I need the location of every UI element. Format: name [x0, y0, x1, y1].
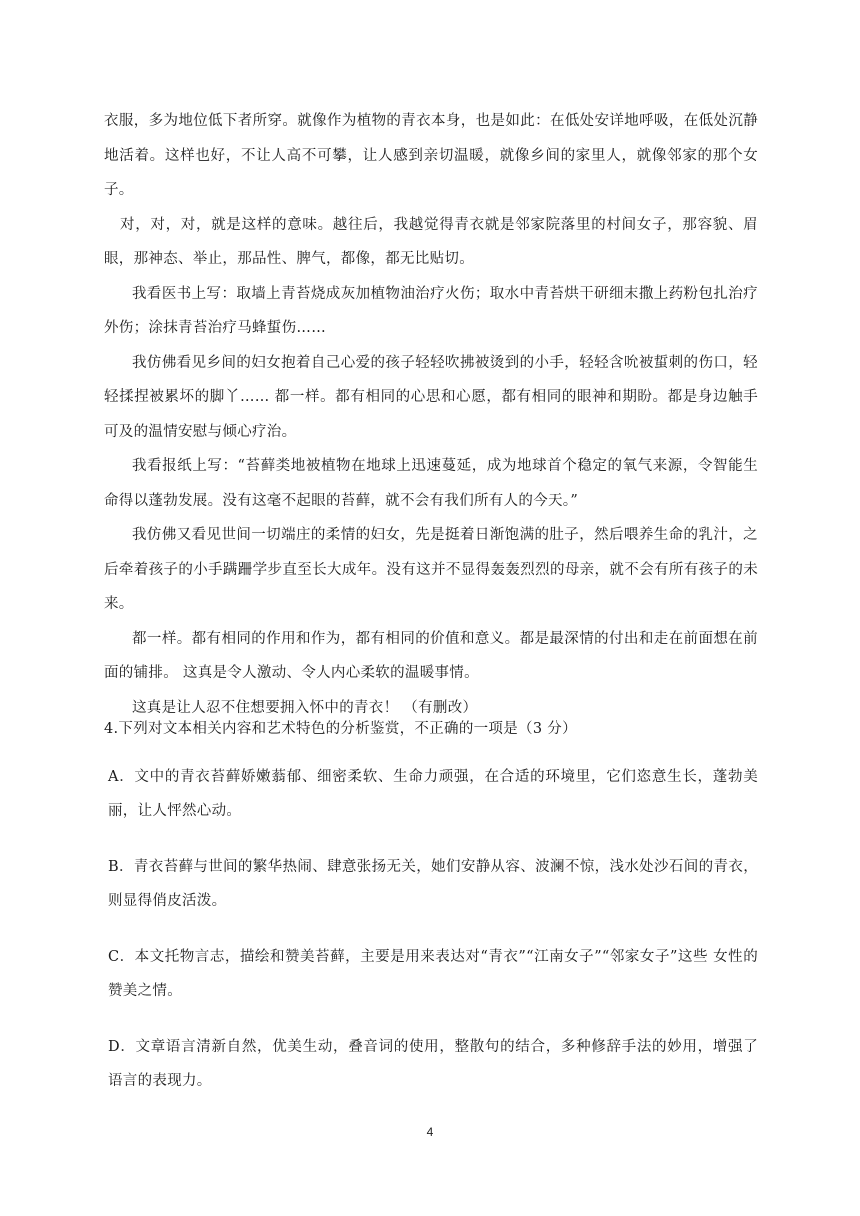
passage-paragraph: 我仿佛又看见世间一切端庄的柔情的妇女，先是挺着日渐饱满的肚子，然后喂养生命的乳汁，之后牵着孩子的小手蹒跚学步直至长大成年。没有这并不显得轰轰烈烈的母亲，就不会有所有孩子的未来。: [104, 527, 758, 612]
passage-paragraph: 对，对，对，就是这样的意味。越往后，我越觉得青衣就是邻家院落里的村间女子，那容貌、眉眼，那神态、举止，那品性、脾气，都像，都无比贴切。: [104, 216, 758, 267]
passage-paragraph: 我看医书上写：取墙上青苔烧成灰加植物油治疗火伤；取水中青苔烘干研细末撒上药粉包扎治疗外伤；涂抹青苔治疗马蜂蜇伤……: [104, 285, 758, 336]
option-d: D．文章语言清新自然，优美生动，叠音词的使用，整散句的结合，多种修辞手法的妙用，增强了 语言的表现力。: [108, 1039, 758, 1089]
option-c: C．本文托物言志，描绘和赞美苔藓，主要是用来表达对“青衣”“江南女子”“邻家女子”这些 女性的赞美之情。: [108, 949, 758, 999]
passage-paragraph: 我仿佛看见乡间的妇女抱着自己心爱的孩子轻轻吹拂被烫到的小手，轻轻含吮被蜇刺的伤口，轻轻揉捏被累坏的脚丫…… 都一样。都有相同的心思和心愿，都有相同的眼神和期盼。都是身边触手可及的温情安慰与倾心疗治。: [104, 354, 758, 440]
passage-paragraph: 衣服，多为地位低下者所穿。就像作为植物的青衣本身，也是如此：在低处安详地呼吸，在低处沉静地活着。这样也好，不让人高不可攀，让人感到亲切温暖，就像乡间的家里人，就像邻家的那个女子。: [104, 113, 758, 198]
passage-paragraph: 这真是让人忍不住想要拥入怀中的青衣！ （有删改）: [132, 699, 478, 716]
passage-paragraph: 我看报纸上写：“苔藓类地被植物在地球上迅速蔓延，成为地球首个稳定的氧气来源，令智能生命得以蓬勃发展。没有这毫不起眼的苔藓，就不会有我们所有人的今天。”: [104, 458, 758, 509]
page-number: 4: [426, 1125, 434, 1139]
passage-paragraph: 都一样。都有相同的作用和作为，都有相同的价值和意义。都是最深情的付出和走在前面想在前面的铺排。 这真是令人激动、令人内心柔软的温暖事情。: [104, 630, 758, 681]
answer-options: [104, 760, 758, 1120]
option-b: B．青衣苔藓与世间的繁华热闹、肆意张扬无关，她们安静从容、波澜不惊，浅水处沙石间的青衣，则显得俏皮活泼。: [108, 859, 758, 909]
passage: [104, 104, 758, 725]
question-stem: 4.下列对文本相关内容和艺术特色的分析鉴赏，不正确的一项是（3 分）: [104, 721, 577, 737]
option-a: A．文中的青衣苔藓娇嫩蓊郁、细密柔软、生命力顽强，在合适的环境里，它们恣意生长，蓬勃美丽，让人怦然心动。: [108, 769, 758, 819]
